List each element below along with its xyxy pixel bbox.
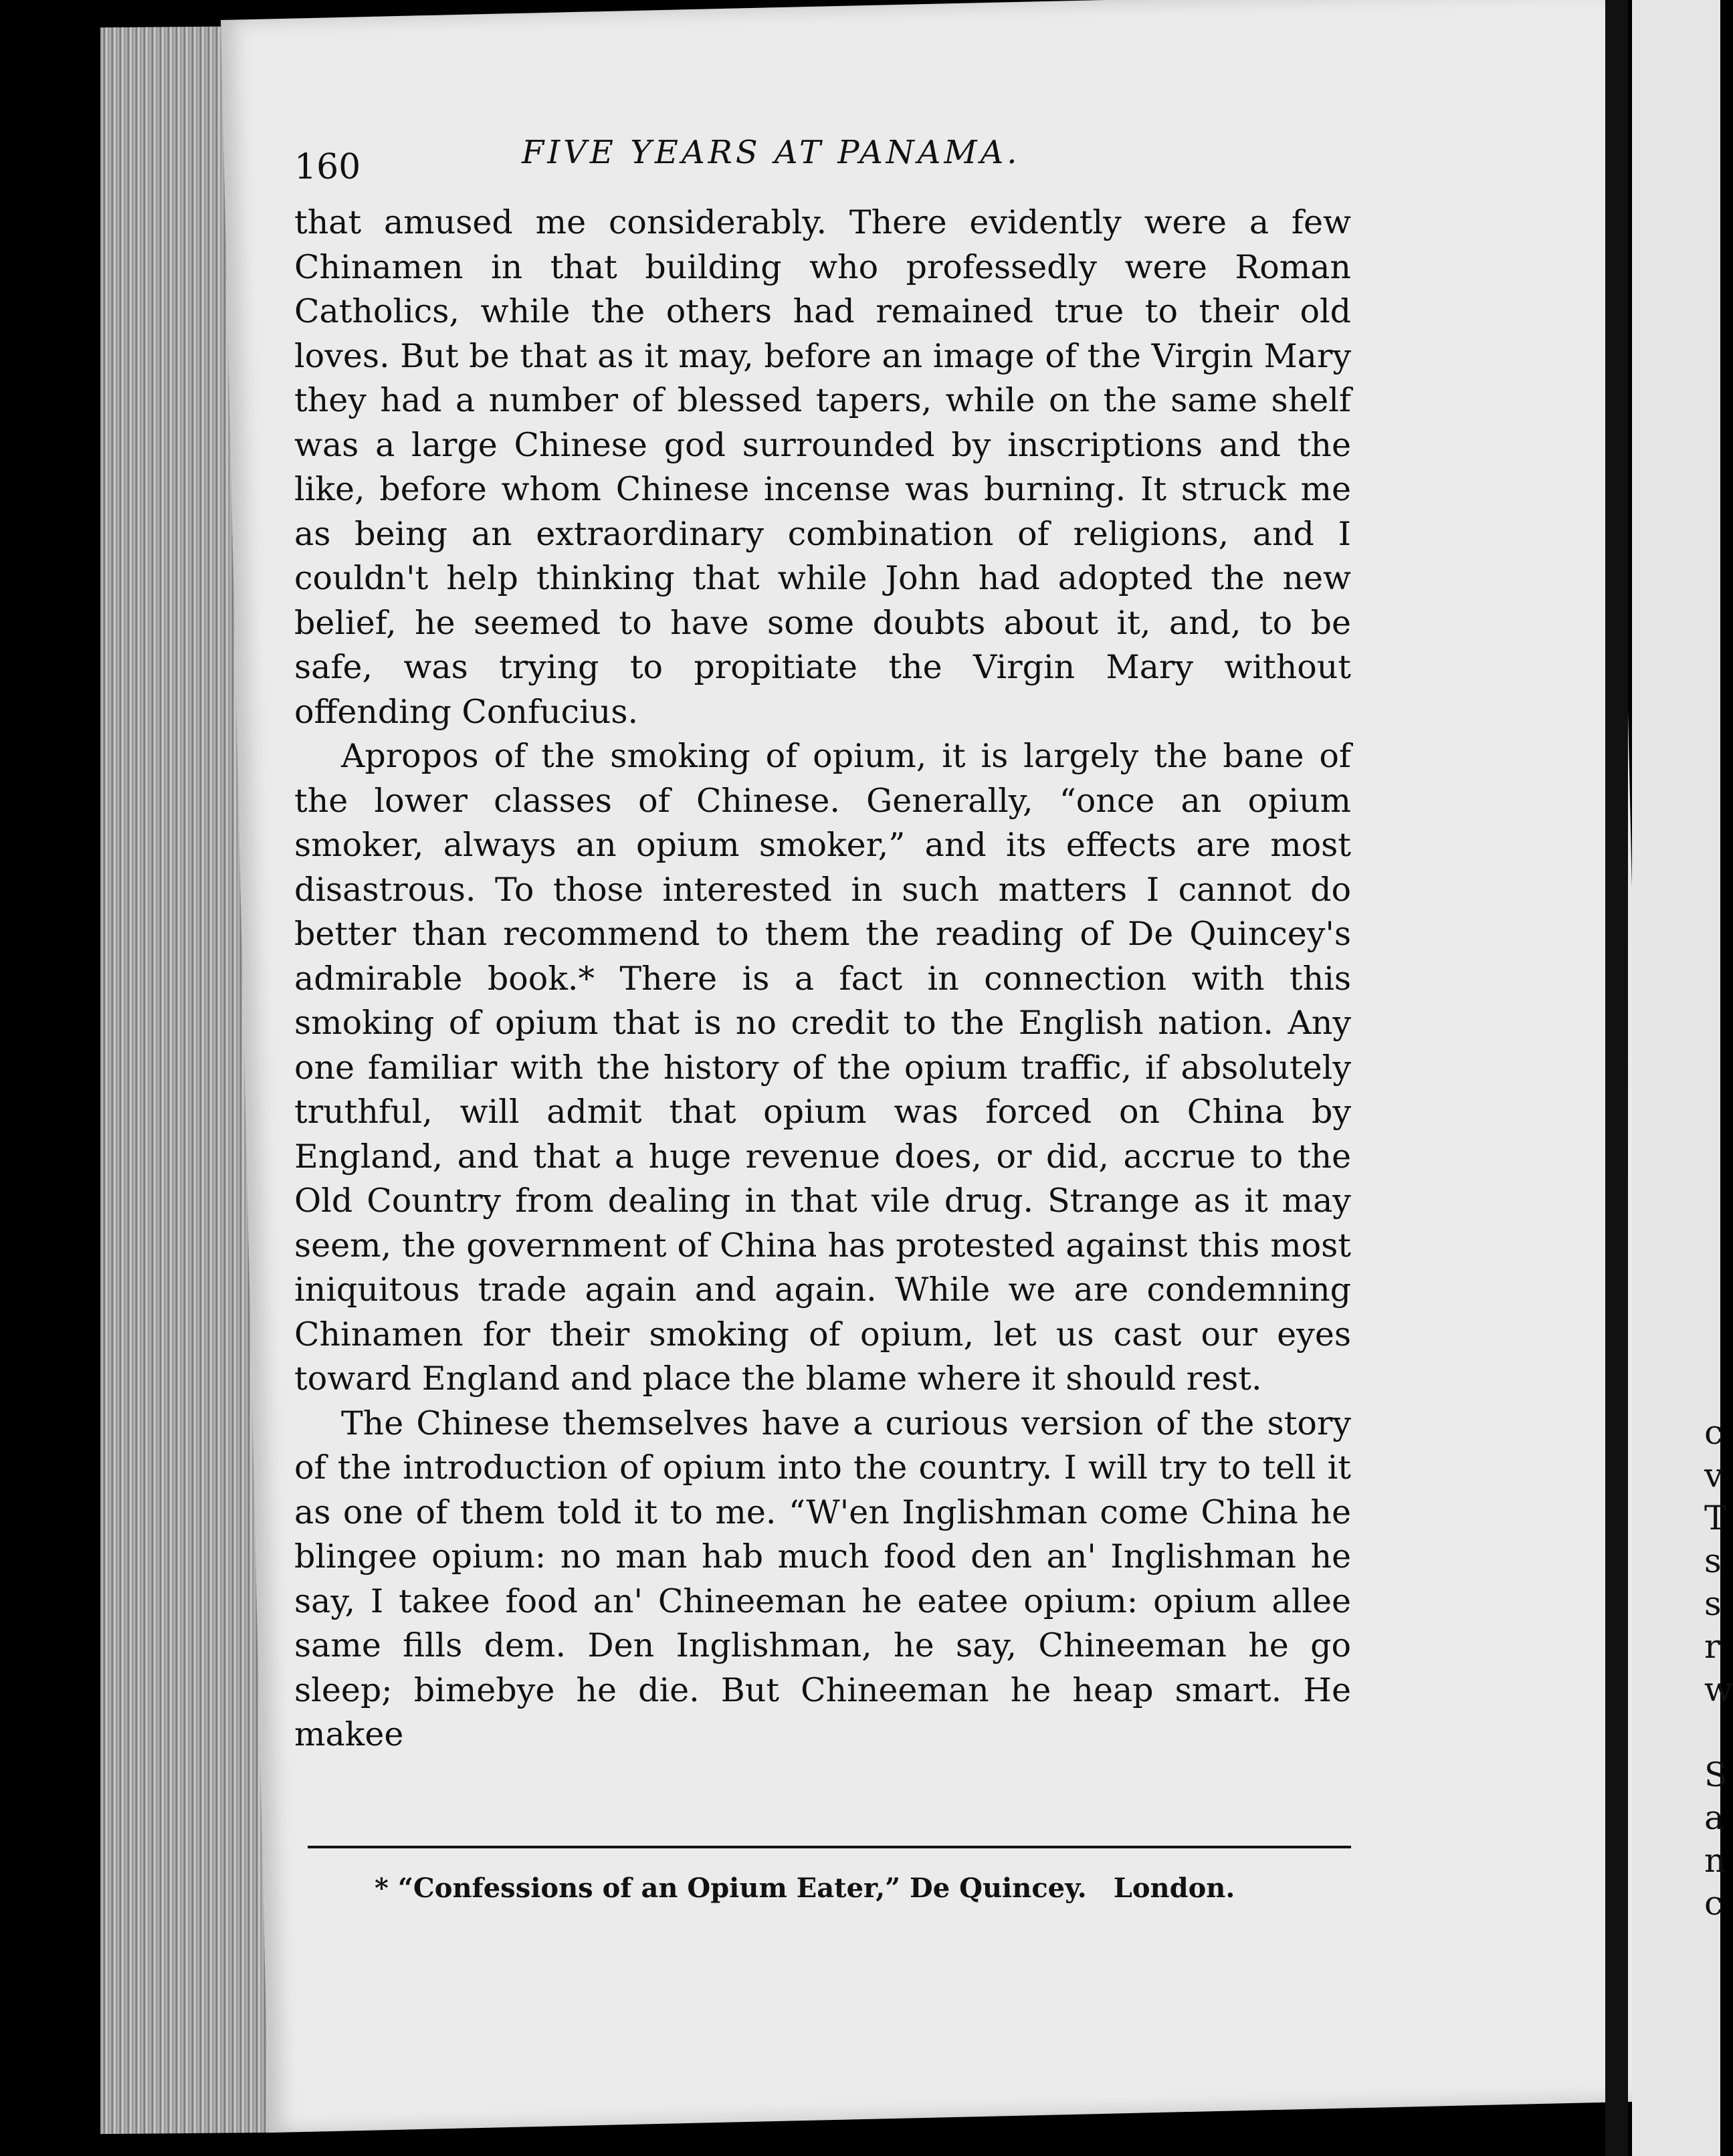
facing-page-letter: T bbox=[1704, 1499, 1727, 1537]
running-head: FIVE YEARS AT PANAMA. bbox=[522, 134, 1021, 171]
facing-page-letter: s bbox=[1704, 1541, 1722, 1580]
paragraph: The Chinese themselves have a curious version of the story of the introduction of opium into the country. I will try to tell it as one of them told it to me. “W'en Inglishman come China he blingee opium: no man hab much food den an' Inglishman he say, I takee food an' Chineeman he eatee opium: opium allee same fills dem. Den Inglishman, he say, Chineeman he go sleep; bimebye he die. But Chineeman he heap smart. He makee bbox=[294, 1404, 1351, 1753]
facing-page-letter: n bbox=[1704, 1841, 1726, 1880]
facing-page-letter: c bbox=[1704, 1884, 1724, 1923]
facing-page-letter: a bbox=[1704, 1798, 1724, 1837]
facing-page-letter: s bbox=[1704, 1584, 1722, 1623]
facing-page-letter: r bbox=[1704, 1627, 1720, 1666]
facing-page-letter bbox=[1704, 1711, 1733, 1753]
facing-page-letter: S bbox=[1704, 1755, 1728, 1794]
paragraph: Apropos of the smoking of opium, it is largely the bane of the lower classes of Chinese. Generally, “once an opium smoker, always an opium smoker,” and its effects are most disastrous. To those interested in such matters I cannot do better than recommend to them the reading of De Quincey's admirable book.* There is a fact in connection with this smoking of opium that is no credit to the English nation. Any one familiar with the history of the opium traffic, if absolutely truthful, will admit that opium was forced on China by England, and that a huge revenue does, or did, accrue to the Old Country from dealing in that vile drug. Strange as it may seem, the government of China has protested against this most iniquitous trade again and again. While we are condemning Chinamen for their smoking of opium, let us cast our eyes toward England and place the blame where it should rest. bbox=[294, 737, 1351, 1398]
paragraph: that amused me considerably. There evidently were a few Chinamen in that building who professedly were Roman Catholics, while the others had remained true to their old loves. But be that as it may, before an image of the Virgin Mary they had a number of blessed tapers, while on the same shelf was a large Chinese god surrounded by inscriptions and the like, before whom Chinese incense was burning. It struck me as being an extraordinary combination of religions, and I couldn't help thinking that while John had adopted the new belief, he seemed to have some doubts about it, and, to be safe, was trying to propitiate the Virgin Mary without offending Confucius. bbox=[294, 203, 1351, 731]
facing-page-letters bbox=[1704, 1411, 1733, 1925]
facing-page-letter: v bbox=[1704, 1456, 1724, 1495]
gutter-shadow bbox=[1605, 0, 1628, 2156]
footnote-marker: * bbox=[375, 1872, 389, 1904]
footnote-place: London. bbox=[1113, 1872, 1235, 1904]
page-number: 160 bbox=[294, 147, 361, 187]
footnote-rule bbox=[308, 1846, 1351, 1848]
footnote bbox=[375, 1872, 1235, 1904]
facing-page-letter: c bbox=[1704, 1413, 1724, 1452]
footnote-text: “Confessions of an Opium Eater,” De Quincey. bbox=[397, 1872, 1087, 1904]
body-text bbox=[294, 201, 1351, 1757]
facing-page-letter: w bbox=[1704, 1670, 1733, 1709]
